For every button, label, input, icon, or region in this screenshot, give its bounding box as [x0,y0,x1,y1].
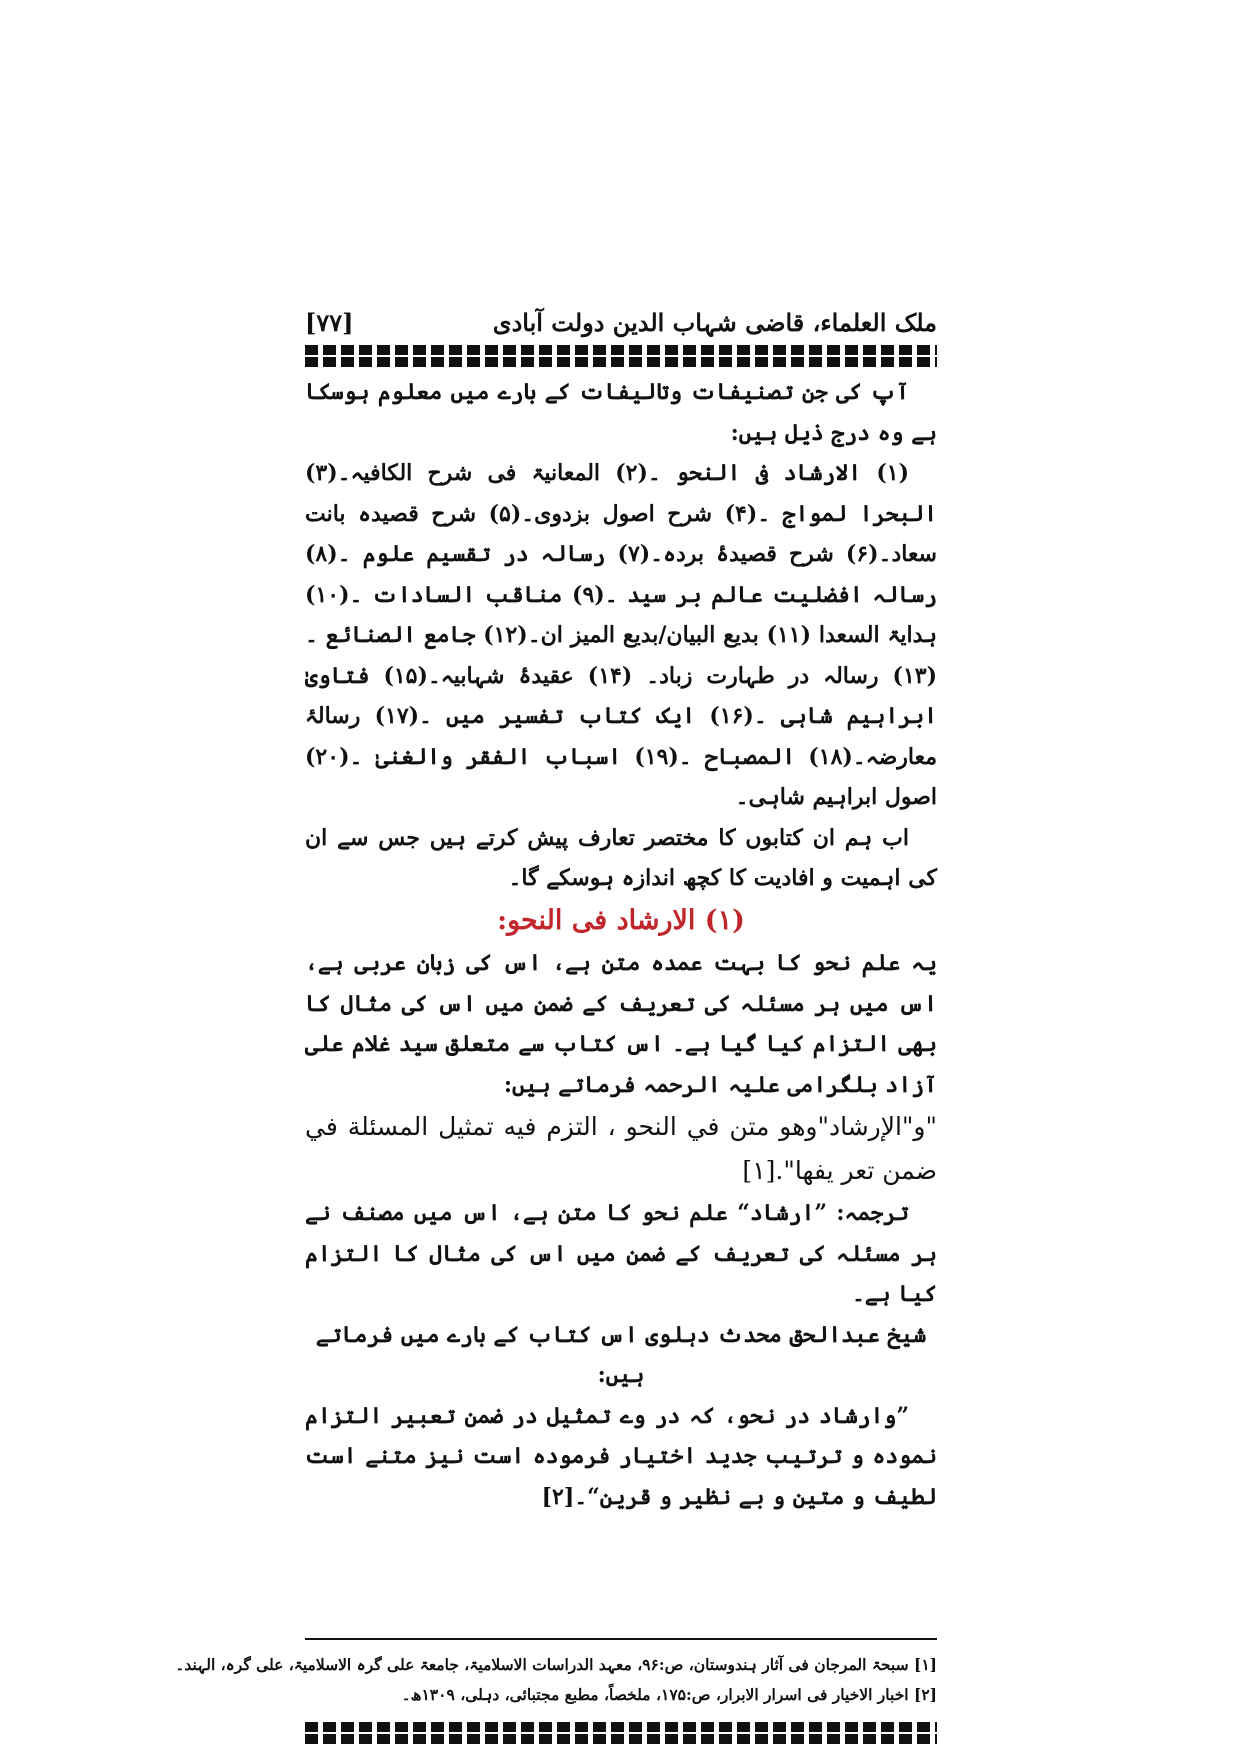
footer-divider-top [305,1722,937,1732]
works-list-paragraph: (۱) الارشاد فی النحو ۔(۲) المعانیۃ فی شرح الکافیہ۔(۳) البحرا لمواج ۔(۴) شرح اصول بزدوی۔(۵) شرح قصیدہ بانت سعاد۔(۶) شرح قصیدۂ بردہ۔(۷) رسالہ در تقسیم علوم ۔(۸) رسالہ افضلیت عالم بر سید ۔(۹) مناقب السادات ۔(۱۰) ہدایۃ السعدا (۱۱) بدیع البیان/بدیع المیز ان۔(۱۲) جامع الصنائع ۔(۱۳) رسالہ در طہارت زباد۔ (۱۴) عقیدۂ شہابیہ۔(۱۵) فتاویٰ ابراہیم شاہی ۔(۱۶) ایک کتاب تفسیر میں ۔(۱۷) رسالۂ معارضہ۔(۱۸) المصباح ۔(۱۹) اسباب الفقر والغنیٰ ۔(۲۰) اصول ابراہیم شاہی۔ [305,460,938,810]
translation-paragraph: ترجمہ: ”ارشاد“ علم نحو کا متن ہے، اس میں مصنف نے ہر مسئلہ کی تعریف کے ضمن میں اس کی مثال کا التزام کیا ہے۔ [305,1200,937,1307]
page-number: [۷۷] [305,307,354,337]
footnote-1: [۱] سبحۃ المرجان فی آثار ہندوستان، ص:۹۶، معہد الدراسات الاسلامیۃ، جامعۃ علی گرہ الاسلامیۃ، علی گرہ، الہند۔ [175,1655,937,1674]
section-heading: (۱) الارشاد فی النحو: [497,904,745,936]
shaykh-intro: شیخ عبدالحق محدث دہلوی اس کتاب کے بارے میں فرماتے ہیں: [315,1321,927,1388]
header-divider-top [305,345,937,355]
main-text [305,372,937,1517]
running-title: ملک العلماء، قاضی شہاب الدین دولت آبادی [492,307,937,337]
footnote-2: [۲] اخبار الاخیار فی اسرار الابرار، ص:۱۷۵، ملخصاً، مطبع مجتبائی، دہلی، ۱۳۰۹ھ۔ [401,1685,937,1704]
footnote-divider [305,1638,937,1640]
running-header [305,300,937,344]
footnotes [175,1650,937,1710]
header-divider-bottom [305,357,937,367]
transition-paragraph: اب ہم ان کتابوں کا مختصر تعارف پیش کرتے ہیں جس سے ان کی اہمیت و افادیت کا کچھ اندازہ ہوسکے گا۔ [305,824,937,891]
footer-divider-bottom [305,1734,937,1744]
section-paragraph: یہ علم نحو کا بہت عمدہ متن ہے، اس کی زبان عربی ہے، اس میں ہر مسئلہ کی تعریف کے ضمن میں اس کی مثال کا بھی التزام کیا گیا ہے۔ اس کتاب سے متعلق سید غلام علی آزاد بلگرامی علیہ الرحمہ فرماتے ہیں: [305,950,937,1098]
persian-quote: ”وارشاد در نحو، کہ در وے تمثیل در ضمن تعبیر التزام نمودہ و ترتیب جدید اختیار فرمودہ است نیز متنے است لطیف و متین و بے نظیر و قرین“۔[۲] [305,1402,937,1510]
intro-paragraph: آپ کی جن تصنیفات وتالیفات کے بارے میں معلوم ہوسکا ہے وہ درج ذیل ہیں: [305,379,937,446]
arabic-quote: "و"الإرشاد"وهو متن في النحو ، التزم فيه تمثيل المسئلة في ضمن تعر يفها".[۱] [305,1112,937,1185]
